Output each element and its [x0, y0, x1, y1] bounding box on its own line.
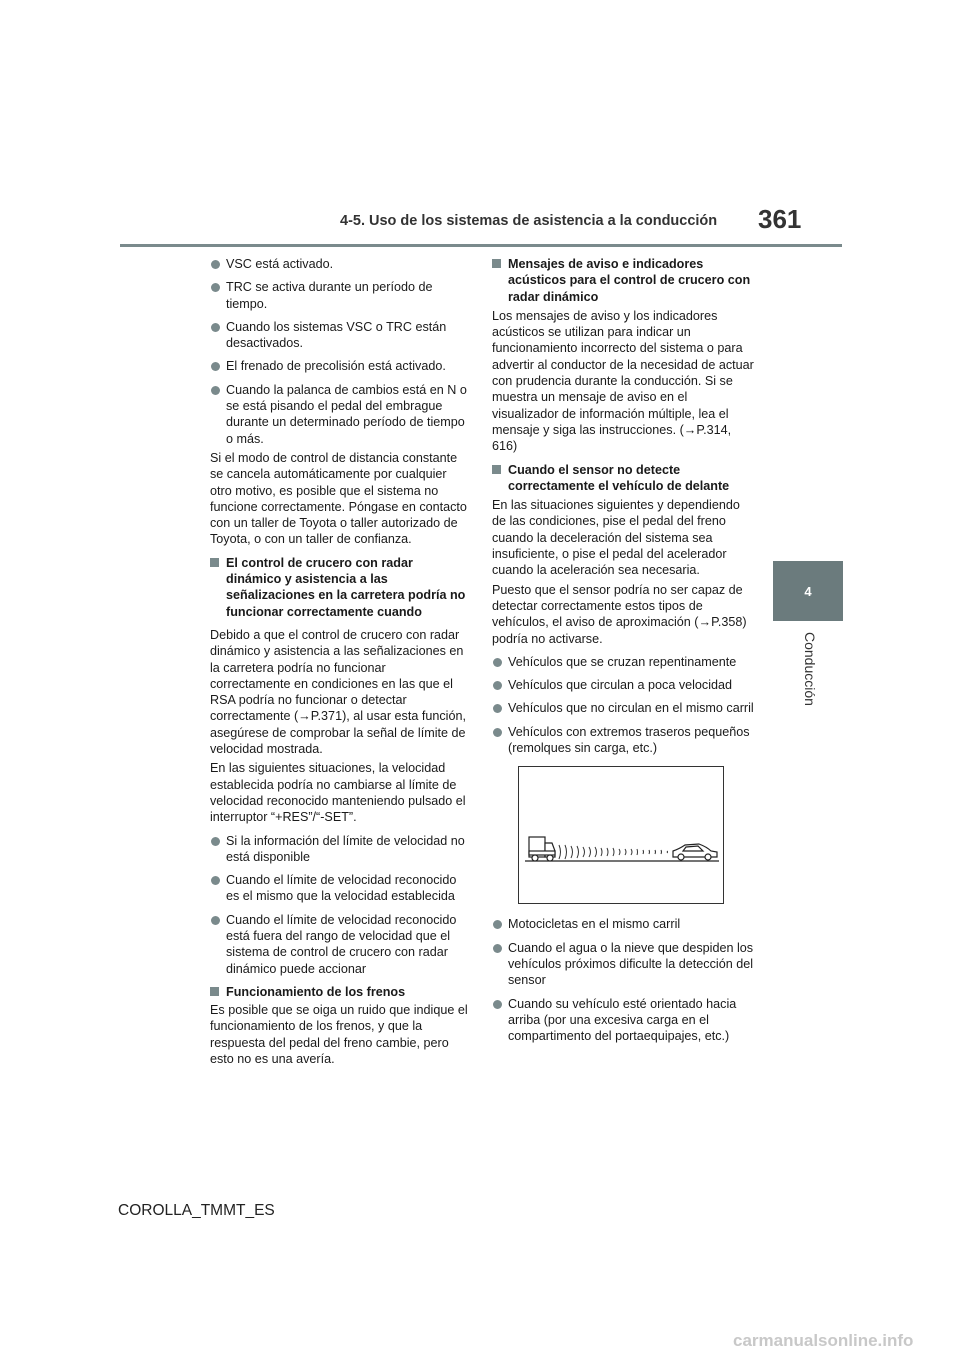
header-divider [120, 244, 842, 247]
chapter-label: Conducción [802, 632, 818, 706]
paragraph: Es posible que se oiga un ruido que indique el funcionamiento de los frenos, y que la respuesta del pedal del freno cambie, pero esto no es una avería. [210, 1003, 468, 1067]
bullet-icon [211, 323, 220, 332]
page-number: 361 [758, 204, 802, 234]
bullet-icon [211, 386, 220, 395]
right-column [492, 256, 754, 1051]
bullet-icon [211, 260, 220, 269]
chapter-tab [773, 561, 843, 621]
list-item: Cuando el límite de velocidad reconocido es el mismo que la velocidad establecida [210, 872, 468, 905]
list-item: Cuando su vehículo esté orientado hacia arriba (por una excesiva carga en el compartimento del portaequipajes, etc.) [492, 996, 754, 1045]
list-item: Vehículos que se cruzan repentinamente [492, 654, 754, 670]
bullet-icon [211, 362, 220, 371]
list-item: VSC está activado. [210, 256, 468, 272]
bullet-icon [493, 944, 502, 953]
paragraph: En las siguientes situaciones, la velocidad establecida podría no cambiarse al límite de velocidad reconocido manteniendo pulsado el interruptor “+RES”/“-SET”. [210, 761, 466, 825]
truck-icon [529, 837, 555, 861]
bullet-icon [493, 704, 502, 713]
truck-and-car-illustration [519, 767, 723, 903]
paragraph: Si el modo de control de distancia constante se cancela automáticamente por cualquier otro motivo, es posible que el sistema no funcione correctamente. Póngase en contacto con un taller de Toyota o taller autorizado de Toyota, o con un taller de confianza. [210, 450, 467, 547]
list-item: Cuando la palanca de cambios está en N o se está pisando el pedal del embrague durante un determinado período de tiempo o más. [210, 382, 468, 447]
bullet-icon [211, 876, 220, 885]
bullet-icon [493, 658, 502, 667]
radar-illustration [518, 766, 724, 904]
bullet-icon [211, 283, 220, 292]
footer-model-code: COROLLA_TMMT_ES [118, 1202, 275, 1219]
paragraph: Los mensajes de aviso y los indicadores acústicos se utilizan para indicar un funcionamiento incorrecto del sistema o para advertir al conductor de la necesidad de actuar con prudencia durante la conducción. Si se muestra un mensaje de aviso en el visualizador de información múltiple, lea el mensaje y siga las instrucciones. (→P.314, 616) [492, 308, 754, 454]
bullet-icon [493, 728, 502, 737]
square-bullet-icon [492, 465, 501, 474]
section-title: 4-5. Uso de los sistemas de asistencia a la conducción [340, 213, 718, 229]
square-bullet-icon [210, 558, 219, 567]
list-item: El frenado de precolisión está activado. [210, 358, 468, 374]
list-item: Vehículos con extremos traseros pequeños (remolques sin carga, etc.) [492, 724, 754, 757]
list-item: Cuando los sistemas VSC o TRC están desactivados. [210, 319, 468, 352]
list-item: Cuando el agua o la nieve que despiden los vehículos próximos dificulte la detección del sensor [492, 940, 754, 989]
bullet-icon [493, 681, 502, 690]
subheading: Funcionamiento de los frenos [210, 984, 468, 1000]
car-icon [673, 844, 717, 860]
bullet-icon [211, 916, 220, 925]
left-column [210, 256, 468, 1074]
list-item: TRC se activa durante un período de tiempo. [210, 279, 468, 312]
paragraph: Debido a que el control de crucero con radar dinámico y asistencia a las señalizaciones en la carretera podría no funcionar correctamente en condiciones en las que el RSA podría no funcionar o detectar correctamente (→P.371), al usar esta función, asegúrese de comprobar la señal de límite de velocidad mostrada. [210, 627, 466, 757]
bullet-icon [211, 837, 220, 846]
watermark: carmanualsonline.info [733, 1331, 914, 1350]
list-item: Cuando el límite de velocidad reconocido está fuera del rango de velocidad que el sistema de control de crucero con radar dinámico puede accionar [210, 912, 468, 977]
radar-waves-icon [559, 845, 668, 859]
bullet-icon [493, 1000, 502, 1009]
square-bullet-icon [210, 987, 219, 996]
square-bullet-icon [492, 259, 501, 268]
subheading: Cuando el sensor no detecte correctamente el vehículo de delante [492, 462, 754, 495]
paragraph: Puesto que el sensor podría no ser capaz de detectar correctamente estos tipos de vehículos, el aviso de aproximación (→P.358) podría no activarse. [492, 582, 747, 646]
bullet-icon [493, 920, 502, 929]
paragraph: En las situaciones siguientes y dependiendo de las condiciones, pise el pedal del freno cuando la deceleración del sistema sea insuficiente, o pise el pedal del acelerador cuando la aceleración sea necesaria. [492, 498, 740, 578]
chapter-number: 4 [804, 583, 812, 599]
list-item: Vehículos que circulan a poca velocidad [492, 677, 754, 693]
list-item: Vehículos que no circulan en el mismo carril [492, 700, 754, 716]
subheading: El control de crucero con radar dinámico y asistencia a las señalizaciones en la carretera podría no funcionar correctamente cuando [210, 555, 468, 620]
list-item: Si la información del límite de velocidad no está disponible [210, 833, 468, 866]
subheading: Mensajes de aviso e indicadores acústicos para el control de crucero con radar dinámico [492, 256, 754, 305]
list-item: Motocicletas en el mismo carril [492, 916, 754, 932]
